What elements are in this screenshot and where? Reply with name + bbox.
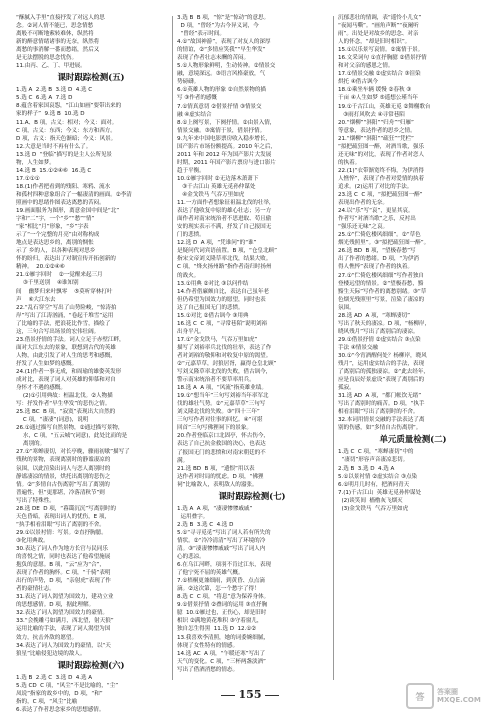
answer-line: D 项，古义：指天色渐暗；今义：风景。 (16, 135, 117, 142)
answer-line: 6.①明月几时有，把酒问青天 (338, 481, 410, 488)
answer-line: 还无味”的对比，表现了作者对恋人 (338, 151, 425, 158)
answer-line: 伐的雄壮气势。②“元嘉草草”三句写 (177, 401, 266, 408)
answer-line: 16.文采词句 ①直抒胸臆 ②借景抒情 (338, 55, 427, 62)
answer-line: 天色昏暗，表现出词人的忧伤，E 项， (16, 513, 110, 520)
answer-line: 新的醉意情绪诸事的无奈，纵然将 (16, 39, 100, 46)
answer-line: 三句写作者对往事的回忆。④“可堪 (177, 417, 263, 424)
answer-line: 写 ③作者的感慨 (177, 95, 217, 102)
answer-line: (2)谈笑间 樯橹灰飞烟灭 (338, 497, 403, 504)
answer-line: 9.九年来中国电影票房收入稳步增长， (177, 135, 271, 142)
answer-line: 怀的盼归，表达出了对制宣传开拓创新的 (16, 256, 116, 263)
column-left (16, 14, 166, 713)
answer-line: 27.①“寒蝉凄切，对长亭晚，骤雨初歇”描写了 (16, 449, 130, 456)
answer-line: 5.①人物形象鲜明，生动传神。②情景交 (177, 63, 276, 70)
answer-line: 9.①借景抒情 ②叠词的运用 ③直抒胸 (177, 602, 268, 609)
answer-line: 32.本词用情景交融的手法表达了离 (338, 417, 425, 424)
answer-line: 刘义隆北伐的失败。③“四十三年” (177, 409, 260, 416)
answer-line: 19.①千古江山，英雄无觅 ②舞榭歌台 (338, 103, 431, 110)
answer-line: 是疑问代词宾语前置。B 项，“仓皇北顾” (177, 248, 277, 255)
section-heading: 单元质量检测(二) (379, 435, 447, 446)
answer-line: 表现了作者的胸怀。C 项，“千骑”表明 (16, 570, 111, 577)
answer-line: 1.选 A A 项，“凄凄惨惨戚戚” (177, 505, 253, 512)
answer-line: 20.“烟柳”“斜阳”“归舟”“归雁” (338, 119, 414, 126)
answer-line: 表现出作者的无奈。 (338, 200, 388, 207)
answer-line: 成对比，表现了词人对英雄的仰慕和对自 (16, 377, 116, 384)
answer-line: 示了“一个完整的月亮”由对称构成 (16, 232, 100, 239)
answer-line: 国产影片市场份额提高。2010 年之后， (177, 143, 276, 150)
answer-line: 沉郁悲壮的情调，表“遥怜小儿女” (338, 15, 422, 21)
answer-line: 写：抒发作者“早生华发”的悲伤之情。 (16, 401, 111, 408)
answer-line: “家”相比“月”形象，“乡”字表 (16, 224, 89, 231)
answer-line: 13.选 D “登临”描写的是主人公所见景 (16, 151, 112, 158)
answer-line: 家的样子” 9.选 B 10.选 D (16, 111, 85, 118)
answer-line: C 项，古义：东西；今义：东方和西方。 (16, 127, 116, 134)
answer-line: 运用比喻的手法，表现了词人渴望为国 (16, 626, 111, 633)
answer-line: ②“元嘉草草，封狼居胥，赢得仓皇北顾” (177, 361, 277, 368)
answer-line: 14.选 B 15.①②④⑥ 16.选 C (16, 167, 92, 174)
answer-line: 臆 10.①雁过也，正伤心，却是旧时 (177, 610, 267, 617)
answer-line: 1.选 B 2.选 C 3.选 D 4.选 A (16, 674, 93, 681)
answer-line: 警示南宋统治者不要草率用兵。 (177, 377, 255, 384)
answer-line: (3)金戈铁马 气吞万里如虎 (338, 505, 409, 512)
answer-line: 15.①对比 ②借古讽今 ③用典 (177, 312, 249, 319)
answer-line: 28.选 AD A 项，“寒蝉凄切” (338, 312, 410, 319)
answer-line: 23.借景抒情的手法。词人立足于赤壁江畔， (16, 336, 125, 343)
answer-line: 6.表达了作者思念家乡的思想感情。 (16, 706, 105, 713)
answer-line: 情景交融。③寓情于景，借景抒情。 (177, 127, 266, 134)
answer-line: 物，人生如梦。 (16, 159, 55, 166)
answer-line: 13.①用典 ②对比 ③以问作结 (177, 280, 249, 287)
answer-line: 15.①以乐景写哀情。②寓情于景。 (338, 47, 424, 54)
answer-line: 精神。 20.①②④⑥ (16, 264, 65, 271)
answer-line: 的情谊，②“多情应笑我”“早生华发” (177, 47, 266, 54)
answer-line: 表达了他收复中原的雄心壮志；另一方 (177, 208, 272, 215)
answer-line: 17.①①① (16, 175, 40, 182)
answer-line: D 项，“曾经”为古今异义词，今 (177, 23, 259, 30)
answer-line: 滴。②这次第，怎一个愁字了得！ (177, 586, 260, 593)
answer-line: 写出了借酒消愁的情态。 (177, 666, 238, 673)
answer-line: 的执着。 (338, 159, 361, 166)
answer-line: 26.选 BD B 项，“望极春愁”写 (338, 248, 416, 255)
answer-line: 8.选 C C 项，“将息”意为保养身体。 (177, 594, 270, 601)
answer-line: 了比喻的手法，把浪花比作雪，描绘了 (16, 320, 111, 327)
answer-line: “曾经”表示时间。 (177, 31, 225, 38)
answer-line: 21.选 BD B 项，“遗恨”用以表 (177, 465, 255, 472)
answer-line: 者的豪情壮志。 (16, 586, 55, 593)
answer-line: 追求。(2)运用了对比的手法。 (338, 183, 413, 190)
answer-line: 33.“会挽雕弓如满月，西北望，射天狼” (16, 618, 114, 625)
answer-line: 28.选 DE D 项，“暮霭沉沉”写离别时的 (16, 505, 116, 512)
answer-line: 地点是表达思乡的，离别的惆怅 (16, 240, 94, 247)
answer-line: 离别的。 (16, 441, 46, 448)
answer-line: 22.(1)“衣带渐宽终不悔，为伊消得 (338, 167, 424, 174)
watermark-text: 答案圈 MXQE.COM (437, 688, 481, 704)
answer-line: 烟光残照里”。③“拟把疏狂图一醉”。 (338, 240, 430, 247)
answer-line: “凄切”形容声音凄凉悲切。 (338, 457, 409, 464)
answer-line: 晓风残月”写出了离别后的凄凉。 (338, 328, 419, 335)
answer-line: 1.选 C C 项，“寒蝉凄切”中的 (338, 449, 414, 456)
answer-line: 18.(1)作者把看到的残阳、寒鸦、流水 (16, 183, 111, 190)
answer-line: 出身平凡。 (177, 328, 205, 335)
answer-line: 8.①上阕写景，下阕抒情。②由景入情， (177, 119, 276, 126)
answer-line: 11.由丙、乙、丁、甲进展。 (16, 63, 86, 70)
answer-line: 2.选 B 3.选 C 4.选 D (177, 521, 234, 528)
answer-line: 势磅礴。 (177, 79, 200, 86)
answer-line: 2.选 B 3.选 D 4.选 A (338, 465, 395, 472)
answer-line: 时期，2011 年国产影片票房与进口影片 (177, 159, 276, 166)
answer-line: 水，C 项，“五云城”(词意)，此处比而的是 (16, 433, 128, 440)
answer-line: 4.①“故国神游”，表现了对友人的深厚 (177, 39, 271, 46)
answer-line: 5.选 CD C 项，“风尘”不是比喻的，“尘” (16, 682, 119, 689)
answer-line: “执手相看泪眼”写出了离别的不舍。 (16, 521, 105, 528)
answer-line: 描写了刘裕率兵北伐的壮举，表达了作 (177, 344, 272, 351)
answer-line: 17.①情景交融 ②虚实结合 ③渲染 (338, 71, 421, 78)
answer-line: 和对父亲的感恩之情。 (338, 63, 394, 70)
answer-line: 13.我喜欢李清照，她的词委婉细腻， (177, 634, 269, 641)
answer-line: 6.①英雄人物的形象 ②自然景物的描 (177, 87, 266, 94)
answer-line: 26.①通过描写自然景物，②通过描写景物， (16, 425, 124, 432)
answer-line: 21.①雁字回时 ②一觉醒来起三月 (16, 272, 103, 279)
answer-line: 22.“乱石穿空”写出了山势险峻，“惊涛拍 (16, 304, 117, 311)
answer-line: 表现了作者壮志未酬的苦闷。 (177, 55, 250, 62)
answer-line: 烘托 ④借古讽今 (338, 79, 378, 86)
answer-line: 的喜悦之情，同时也表达了他希望施展 (16, 554, 111, 561)
answer-line: 19.画面服务为图形，离意金国中间是“北” (16, 208, 120, 215)
answer-line: 雨”。出处是对故乡的思念、对亲 (338, 31, 419, 38)
answer-line: 了报国无门的悲愤和对南宋朝廷的不 (177, 449, 266, 456)
answer-line: 相看泪眼”写出了离别时的不舍。 (338, 409, 419, 416)
answer-line: 写刘义隆草率北伐的失败，借古讽今， (177, 369, 272, 376)
answer-line: 面作者对南宋统治者不思进取、苟且偷 (177, 216, 272, 223)
answer-line: 18.①乘坐车辆 缓慢 ②春秋 ③ (338, 87, 412, 94)
answer-line: 作者写“对酒当歌”之乐，反衬出 (338, 216, 416, 223)
answer-line: 31.选 AD A 项，“都门帐饮无绪” (338, 393, 422, 400)
answer-line: 清。③“凄凄惨惨戚戚”写出了词人内 (177, 546, 266, 552)
answer-line: 体现了女性特有的情感。 (177, 642, 238, 649)
answer-line: 23.选 C C 项，“拟把疏狂图一醉” (338, 192, 423, 199)
answer-line: 声 ⑥大江东去 (16, 296, 56, 303)
answer-line: 写出了离别时的痛苦。D 项，“执手 (338, 401, 425, 408)
answer-line: 情状。②“冷冷清清”写出了环境的冷 (177, 537, 266, 544)
answer-line: 5.①以景衬情 ②虚实结合 ③点染 (338, 473, 418, 480)
answer-line: 趋于平衡。 (177, 167, 205, 174)
answer-line: 的战火。 (177, 272, 200, 279)
answer-line: 出了作者的愁绪。D 项，“为伊消 (338, 256, 419, 263)
answer-line: 32.表达了词人渴望为国效力的豪情。 (16, 610, 108, 617)
answer-line: 残秋的景物，表现离别时的静谧凄凉的 (16, 457, 111, 464)
answer-line: 18.选 A A 项，“风流”指英雄业绩。 (177, 385, 267, 392)
answer-line: 写出了秋天的凄凉。D 项，“杨柳岸， (338, 320, 430, 327)
answer-line: 11.一方面作者想象征祖温北伐的壮举， (177, 200, 275, 207)
answer-line: ③雨打风吹去 ④寻常巷陌 (338, 111, 405, 118)
answer-line: 6.在乌江河畔，项羽不肯过江东，表现 (177, 562, 271, 569)
answer-line: 12.选 D A 项，“凭谁问”的“谁” (177, 240, 257, 247)
answer-line: “夜闻马嘶”。“画角声断”“夜阑听 (338, 23, 419, 30)
answer-line: 身怀才不遇的感慨。 (16, 385, 66, 392)
answer-line: 出行的声势，D 项，“亲射虎”表现了作 (16, 578, 111, 585)
answer-line: 7.(1)千古江山 英雄无觅孙仲谋处 (338, 489, 421, 496)
answer-line: 和孤村四种意象组合了一幅凄清的画面。②李清 (16, 191, 132, 198)
answer-line: (2)①引用典故：桓温北伐。②人物描 (16, 393, 113, 400)
answer-line: 得人憔悴”表现了作者的执着。 (338, 264, 413, 271)
answer-line: 狼星”比喻侵犯边境的敌人。 (16, 650, 86, 657)
answer-line: 25.①“伫倚危楼风细细”。②“草色 (338, 232, 421, 239)
answer-line: 运用叠字。 (177, 513, 209, 520)
answer-line: 手法 ④情景交融 (338, 344, 378, 351)
answer-line: 达作者对时局的忧虑。D 项，“佛狸 (177, 473, 264, 480)
answer-line: 8.蕴含着家国哀怨，“江山如画”要带出来的 (16, 103, 122, 110)
answer-line: “拟把疏狂图一醉，对酒当歌，强乐 (338, 143, 425, 150)
answer-line: 5.①“寻寻觅觅”写出了词人若有所失的 (177, 529, 271, 536)
answer-line: “强乐还无味”之哀。 (338, 224, 389, 231)
answer-line: 31.表达了词人渴望为国效力，建功立业 (16, 594, 114, 601)
answer-line: 了离别后的孤独凄凉。②“此去经年， (338, 369, 429, 376)
answer-line: 离愁的事消解一番而愁绪，然后又 (16, 47, 100, 54)
answer-line: 21.“烟柳”“斜阳”“疏狂”“凭栏” (338, 135, 414, 142)
answer-line: 念。②词人情不能已，思念情愁 (16, 23, 94, 30)
answer-line: 氛围。 (338, 304, 355, 311)
answer-line: 岸”写出了江涛汹涌，“卷起千堆雪”运用 (16, 312, 114, 319)
answer-line: 了他宁死不屈的英雄气概。 (177, 570, 244, 577)
answer-line: 黯生天际”写作者的离愁别绪。③“草 (338, 288, 427, 295)
answer-line: 字和“二”字，一个“乡”“愁”“情” (16, 216, 95, 223)
answer-line: 16.选 C C 项，“寻常巷陌”说明刘裕 (177, 320, 268, 327)
answer-line: 17.①“金戈铁马，气吞万里如虎” (177, 336, 258, 343)
answer-line: 应是良辰好景虚设”表现了离别后的 (338, 377, 425, 384)
column-divider (172, 16, 173, 680)
answer-line: 人憔悴”，表现了作者对爱情的执着 (338, 175, 425, 182)
answer-line: 30.①“今宵酒醒何处？杨柳岸，晓风 (338, 352, 427, 359)
answer-line: ③千古江山 英雄无觅孙仲谋处 (177, 183, 256, 190)
answer-line: 24.以“乐”写“哀”，更显其哀。 (338, 208, 414, 215)
section-heading: 课时跟踪检测(五) (57, 73, 125, 84)
answer-line: 示了 乡的人，以各种表现对思乡 (16, 248, 96, 255)
answer-line: 人的怀念，“却是旧时相识”。 (338, 39, 411, 46)
answer-line: 11.A、B 项，古义：相对；今义：面对。 (16, 119, 118, 126)
answer-line: 等意象，表达作者的思乡之情。 (338, 127, 416, 134)
answer-line: 29.①以景衬情：写景。②直抒胸臆。 (16, 529, 107, 536)
answer-line: 独自怎生得黑 11.选 D 12.①② (177, 626, 257, 633)
answer-line: 14.选 AC A 项，“乍暖还寒”写出了 (177, 650, 266, 657)
watermark-logo-icon: 答 (406, 683, 434, 709)
answer-line: 效力，抗击外敌的愿望。 (16, 634, 77, 641)
answer-line: 写出了特殊性。 (16, 497, 55, 504)
answer-line: 千亩 ④人生如梦 ⑤遥想公瑾当年 (338, 95, 418, 102)
section-heading: 课时跟踪检测(七) (218, 491, 286, 502)
answer-line: 祠”比喻敌人，表明敌人的嚣张。 (177, 481, 258, 488)
answer-line: 表达了自己抗金救国的决心，也表达 (177, 441, 266, 448)
section-heading: 课时跟踪检测(六) (57, 660, 125, 671)
answer-line: 20.作者登临京口北固亭，怀古伤今， (177, 433, 269, 440)
answer-line: 7.①梧桐更兼细雨，到黄昏、点点滴 (177, 578, 265, 585)
answer-line: 门的悲愤。 (177, 232, 205, 239)
answer-line: 25.选 BC B 项，“寂寞”表现出大自然的 (16, 409, 116, 416)
column-middle (177, 14, 327, 684)
answer-line: “酥腻入手里”直接抒发了对远人的思 (16, 15, 105, 21)
answer-line: 30.表达了词人作为地方长官与民同乐 (16, 546, 108, 552)
answer-line: 满。 (177, 457, 189, 464)
watermark (406, 683, 494, 709)
answer-line: 人物，由此引发了对人生的思考和感慨， (16, 352, 116, 359)
answer-line: 融，意境深远。③语言风格豪放，气 (177, 71, 266, 78)
answer-line: 相识 ②满地黄花堆积 ③守着窗儿， (177, 618, 263, 625)
answer-line: 融 ④虚实结合 (177, 111, 212, 118)
answer-line: 普遍性，但“更那堪，冷落清秋节”则 (16, 489, 105, 496)
answer-line: 孤寂。 (338, 385, 355, 392)
answer-line: 2011 年和 2012 年为国产影片大发展 (177, 151, 272, 158)
answer-line: 是无法摆脱的思念忧伤。 (16, 55, 77, 62)
answer-line: 10.①雁字回时 ②无边落木萧萧下 (177, 175, 259, 182)
answer-line: 登楼远望的情景。②“望极春愁，黯 (338, 280, 424, 287)
answer-line: 色烟光残照里”写景，渲染了凄凉的 (338, 296, 425, 303)
answer-line: 19.①“想当年”三句写刘裕当年率军北 (177, 393, 269, 400)
answer-line: 安的现实表示不满，抒发了自己报国无 (177, 224, 272, 231)
answer-line: 24.(1)作者一事无成，和周瑜的雄姿英发形 (16, 368, 122, 375)
answer-line: 氛围，以此渲染出词人与恋人离别时的 (16, 465, 111, 472)
answer-line: ③千里送别 ④谁知别 (16, 280, 79, 287)
column-right (338, 14, 488, 684)
answer-line: 34.表达了词人为国效力的豪情，以“天 (16, 642, 111, 649)
column-divider (333, 16, 334, 680)
answer-line: ④金戈铁马 气吞万里如虎 (177, 192, 245, 199)
answer-line: 离般不可断地萦转难休，纵然将 (16, 31, 94, 38)
answer-line: 情。②“多情自古伤离别”写出了离别的 (16, 481, 110, 488)
answer-line: 但仍希望为国效力的愿望，同时也表 (177, 296, 266, 303)
answer-line: 抱负的意愿。B 项，“云”应为“合”， (16, 562, 105, 569)
answer-line: 残月”，运用虚实结合的手法，表现 (338, 361, 425, 368)
answer-line: 指的，C 项，“风尘”比喻 (16, 698, 78, 705)
answer-line: 心的悲凉。 (177, 554, 205, 561)
answer-line: 指宋文帝刘义隆草率北伐，结果大败。 (177, 256, 272, 263)
answer-line: 天气的变化。C 项，“三杯两盏淡酒” (177, 658, 266, 665)
answer-line: ③化用典故。 (16, 537, 49, 544)
answer-line: 12.大意是当时不再有什么了。 (16, 143, 92, 150)
answer-line: 照画中的思绪作图表达离愁的苦闷。 (16, 199, 105, 206)
answer-line: 抒发了人生如梦的感慨。 (16, 360, 77, 367)
answer-line: 静谧凄凉的情景，烘托出离别的悲伤之 (16, 473, 111, 480)
answer-line: 别的伤感，如“多情自古伤离别”。 (338, 425, 422, 432)
answer-line: C 项，“烽火扬州路”指作者南归时扬州 (177, 264, 272, 271)
answer-line: 间 幽梦归来叶飘零 ⑤莫听穿林打叶 (16, 288, 113, 295)
page-number: 155 (238, 688, 262, 701)
answer-line: 达了自己报国无门的悲愤。 (177, 304, 244, 311)
answer-line: 27.①“伫倚危楼风细细”写作者独自 (338, 272, 424, 279)
answer-line: 1.选 A 2.选 B 3.选 D 4.选 C (16, 87, 93, 94)
answer-line: 回首”三句写佛狸祠下的景象。 (177, 425, 252, 432)
answer-line: 7.①情真意切 ②借景抒情 ③情景交 (177, 103, 262, 110)
answer-line: 的思想感情。D 项，据此理解。 (16, 602, 95, 609)
answer-line: 14.作者借廉颇自比，表达自己虽年老 (177, 288, 269, 295)
answer-line: 3.选 B B 项，“惊”是“惊动”的意思。 (177, 15, 270, 21)
answer-line: 5.选 C 6.选 A 7.选 D (16, 95, 73, 102)
answer-line: 29.①借景抒情 ②虚实结合 ③点染 (338, 336, 421, 343)
answer-line: C 项，“凄凄”(词意)，说明 (16, 417, 89, 424)
answer-line: 这，三句合写出场景的宏伟壮阔。 (16, 328, 100, 335)
answer-line: 凤说”指家的故乡中的，D 项，“和” (16, 690, 103, 697)
answer-line: 面对大江东去的景象，联想到古代的英雄 (16, 344, 116, 351)
answer-line: 者对刘裕的敬仰和对收复中原的渴望。 (177, 352, 272, 359)
